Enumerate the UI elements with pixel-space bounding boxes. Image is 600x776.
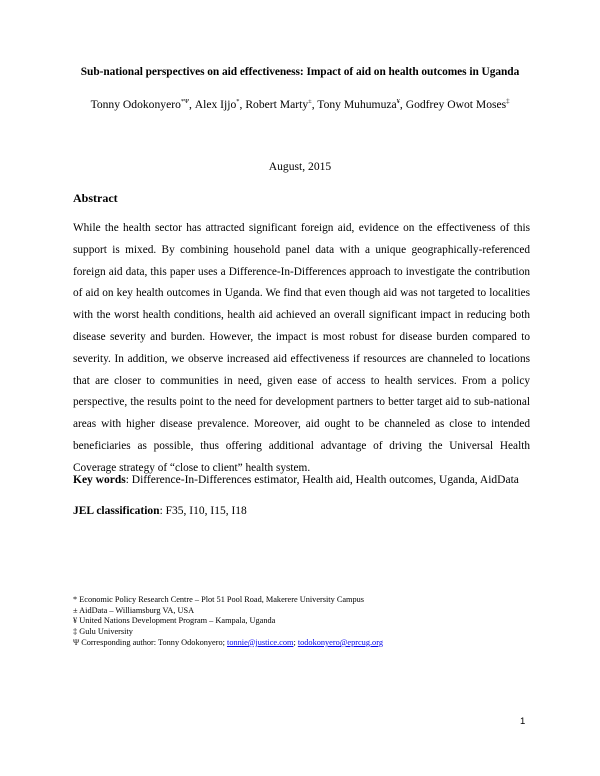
author-affiliation-mark: *Ψ <box>180 98 189 106</box>
keywords-label: Key words <box>73 474 126 486</box>
email-link[interactable]: tonnie@justice.com <box>227 637 294 647</box>
email-link[interactable]: todokonyero@eprcug.org <box>297 637 383 647</box>
author-affiliation-mark: ‡ <box>506 98 510 106</box>
author-list: Tonny Odokonyero$^{*\Psi}$, Alex Ijjo*, Robert Marty±, Tony Muhumuza¥, Godfrey Owot Moses‡ <box>90 98 510 111</box>
jel-label: JEL classification <box>73 505 160 517</box>
author-affiliation-mark: ¥ <box>396 98 400 106</box>
jel-text: : F35, I10, I15, I18 <box>159 505 247 517</box>
author-name: Tony Muhumuza <box>317 98 397 111</box>
footnote-affiliation: ¥ United Nations Development Program – Kampala, Uganda <box>73 616 276 626</box>
footnote-affiliation: * Economic Policy Research Centre – Plot 51 Pool Road, Makerere University Campus <box>73 595 365 604</box>
author-name: Alex Ijjo <box>194 98 237 111</box>
publication-date: August, 2015 <box>268 160 332 173</box>
abstract-heading: Abstract <box>73 191 118 205</box>
author-affiliation-mark: ± <box>308 98 312 106</box>
keywords <box>73 474 533 486</box>
abstract-body: While the health sector has attracted significant foreign aid, evidence on the effectiveness of this support is mixed. By combining household panel data with a unique geographically-referenced foreign aid data, this paper uses a Difference-In-Differences approach to investigate the contribution of aid on key health outcomes in Uganda. We find that even though aid was not targeted to localities with the worst health conditions, health aid achieved an overall significant impact in reducing both disease severity and burden. However, the impact is most robust for disease burden compared to severity. In addition, we observe increased aid effectiveness if resources are channeled to locations that are closer to communities in need, given ease of access to health services. From a policy perspective, the results point to the need for development partners to better target aid to sub-national areas with higher disease prevalence. Moreover, aid ought to be channeled as close to intended beneficiaries as possible, thus offering additional advantage of driving the Universal Health Coverage strategy of “close to client” health system. <box>73 222 530 474</box>
footnote-affiliation: ‡ Gulu University <box>73 627 133 637</box>
page-number: 1 <box>520 716 526 727</box>
footnote-affiliation: ± AidData – Williamsburg VA, USA <box>73 605 195 615</box>
footnote-corresponding-author: Ψ Corresponding author: Tonny Odokonyero; tonnie@justice.com; todokonyero@eprcug.org <box>73 637 383 647</box>
author-name: Robert Marty <box>245 98 309 111</box>
author-affiliation-mark: * <box>236 98 240 106</box>
keywords-text: : Difference-In-Differences estimator, Health aid, Health outcomes, Uganda, AidData <box>125 474 519 486</box>
paper-title: Sub-national perspectives on aid effectiveness: Impact of aid on health outcomes in Uganda <box>80 66 520 78</box>
author-name: Tonny Odokonyero <box>90 98 181 111</box>
footnotes <box>73 595 533 649</box>
author-name: Godfrey Owot Moses <box>405 98 507 111</box>
jel-classification <box>73 505 533 517</box>
